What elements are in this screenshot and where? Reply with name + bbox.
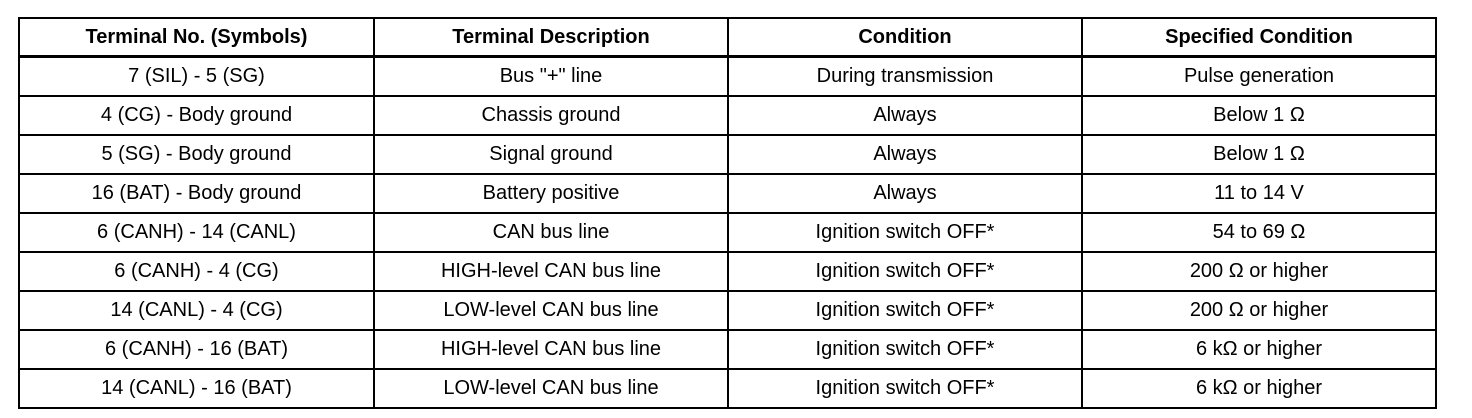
table-row: [19, 213, 1436, 252]
cell-terminal-description: HIGH-level CAN bus line: [374, 252, 728, 291]
cell-condition: Ignition switch OFF*: [728, 330, 1082, 369]
cell-terminal-no: 16 (BAT) - Body ground: [19, 174, 374, 213]
cell-condition: During transmission: [728, 57, 1082, 97]
cell-terminal-no: 6 (CANH) - 16 (BAT): [19, 330, 374, 369]
cell-terminal-no: 7 (SIL) - 5 (SG): [19, 57, 374, 97]
cell-specified-condition: 200 Ω or higher: [1082, 252, 1436, 291]
cell-terminal-no: 14 (CANL) - 4 (CG): [19, 291, 374, 330]
terminal-spec-table: [18, 17, 1437, 409]
cell-specified-condition: 11 to 14 V: [1082, 174, 1436, 213]
cell-terminal-description: Chassis ground: [374, 96, 728, 135]
table-row: [19, 252, 1436, 291]
cell-specified-condition: 6 kΩ or higher: [1082, 369, 1436, 408]
cell-terminal-description: LOW-level CAN bus line: [374, 291, 728, 330]
header-terminal-no: Terminal No. (Symbols): [19, 18, 374, 57]
table-row: [19, 57, 1436, 97]
cell-condition: Ignition switch OFF*: [728, 252, 1082, 291]
cell-specified-condition: Pulse generation: [1082, 57, 1436, 97]
cell-condition: Ignition switch OFF*: [728, 213, 1082, 252]
cell-terminal-no: 4 (CG) - Body ground: [19, 96, 374, 135]
terminal-spec-table-container: [18, 17, 1435, 409]
cell-terminal-no: 6 (CANH) - 14 (CANL): [19, 213, 374, 252]
table-row: [19, 174, 1436, 213]
cell-condition: Always: [728, 174, 1082, 213]
cell-specified-condition: Below 1 Ω: [1082, 135, 1436, 174]
cell-specified-condition: 54 to 69 Ω: [1082, 213, 1436, 252]
cell-terminal-no: 6 (CANH) - 4 (CG): [19, 252, 374, 291]
cell-terminal-description: Signal ground: [374, 135, 728, 174]
table-row: [19, 291, 1436, 330]
cell-terminal-no: 5 (SG) - Body ground: [19, 135, 374, 174]
cell-terminal-description: HIGH-level CAN bus line: [374, 330, 728, 369]
table-row: [19, 330, 1436, 369]
table-row: [19, 96, 1436, 135]
cell-terminal-description: LOW-level CAN bus line: [374, 369, 728, 408]
cell-condition: Always: [728, 96, 1082, 135]
header-condition: Condition: [728, 18, 1082, 57]
cell-condition: Always: [728, 135, 1082, 174]
table-row: [19, 369, 1436, 408]
cell-terminal-no: 14 (CANL) - 16 (BAT): [19, 369, 374, 408]
cell-specified-condition: 200 Ω or higher: [1082, 291, 1436, 330]
cell-terminal-description: Battery positive: [374, 174, 728, 213]
cell-terminal-description: Bus "+" line: [374, 57, 728, 97]
cell-specified-condition: Below 1 Ω: [1082, 96, 1436, 135]
header-specified-condition: Specified Condition: [1082, 18, 1436, 57]
table-row: [19, 135, 1436, 174]
cell-specified-condition: 6 kΩ or higher: [1082, 330, 1436, 369]
header-terminal-description: Terminal Description: [374, 18, 728, 57]
cell-condition: Ignition switch OFF*: [728, 291, 1082, 330]
cell-condition: Ignition switch OFF*: [728, 369, 1082, 408]
cell-terminal-description: CAN bus line: [374, 213, 728, 252]
table-header-row: [19, 18, 1436, 57]
